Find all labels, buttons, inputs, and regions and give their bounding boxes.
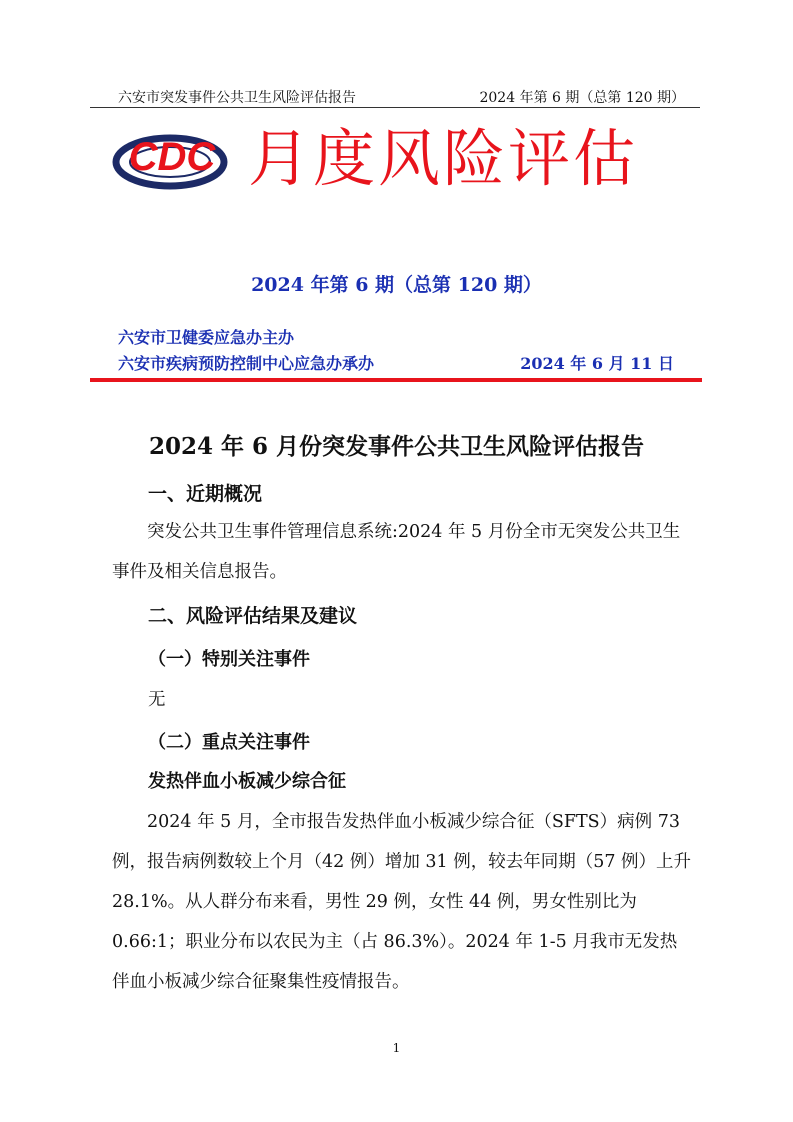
masthead-red-rule — [90, 378, 702, 382]
overview-paragraph: 突发公共卫生事件管理信息系统:2024 年 5 月份全市无突发公共卫生事件及相关信息报告。 — [112, 522, 681, 582]
cdc-logo — [112, 126, 232, 192]
sfts-paragraph: 2024 年 5 月，全市报告发热伴血小板减少综合征（SFTS）病例 73 例，报告病例数较上个月（42 例）增加 31 例，较去年同期（57 例）上升 28.1%。从人群分布来看，男性 29 例，女性 44 例，男女性别比为 0.66:1；职业分布以农民为主（占 86.3%）。2024 年 1-5 月我市无发热伴血小板减少综合征聚集性疫情报告。 — [112, 812, 692, 992]
special-attention-content: 无 — [148, 690, 166, 710]
running-header-title: 六安市突发事件公共卫生风险评估报告 — [118, 90, 356, 106]
publication-date: 2024 年 6 月 11 日 — [520, 354, 674, 373]
masthead-title: 月度风险评估 — [248, 122, 639, 195]
section-heading-assessment: 二、风险评估结果及建议 — [148, 605, 358, 627]
topic-heading-sfts: 发热伴血小板减少综合征 — [148, 771, 346, 792]
issue-number: 2024 年第 6 期（总第 120 期） — [251, 274, 542, 296]
organizer-line: 六安市疾病预防控制中心应急办承办 — [118, 354, 375, 373]
running-header-issue: 2024 年第 6 期（总第 120 期） — [479, 90, 685, 106]
section-heading-overview: 一、近期概况 — [148, 483, 263, 505]
report-title: 2024 年 6 月份突发事件公共卫生风险评估报告 — [148, 433, 645, 460]
subheading-key-attention: （二）重点关注事件 — [148, 732, 310, 753]
page-number: 1 — [392, 1041, 401, 1055]
sponsor-line: 六安市卫健委应急办主办 — [118, 328, 295, 347]
header-divider — [90, 107, 700, 108]
subheading-special-attention: （一）特别关注事件 — [148, 649, 310, 670]
logo-lettering: CDC — [128, 135, 216, 179]
